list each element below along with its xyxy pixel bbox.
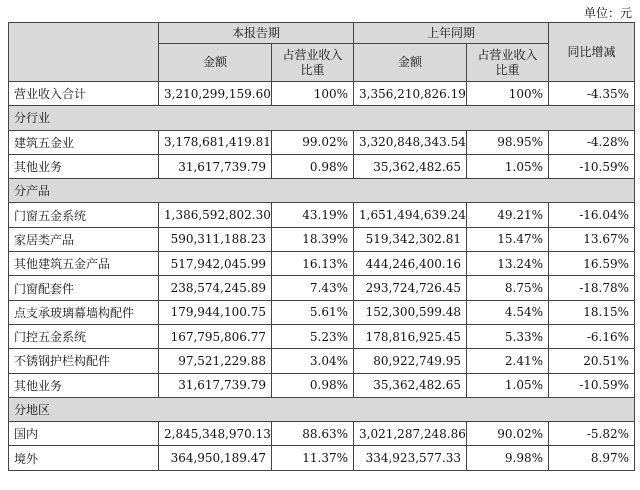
prev-amount: 3,021,287,248.86	[354, 422, 467, 446]
header-blank-cell	[9, 23, 159, 82]
cur-amount: 167,795,806.77	[159, 324, 272, 348]
cur-amount: 3,210,299,159.60	[159, 82, 272, 106]
prev-share: 90.02%	[467, 422, 549, 446]
prev-share: 13.24%	[467, 252, 549, 276]
cur-share: 88.63%	[272, 422, 354, 446]
prev-amount: 334,923,577.33	[354, 446, 467, 470]
prev-share: 9.98%	[467, 446, 549, 470]
header-cur-amount: 金额	[159, 44, 272, 82]
cur-amount: 1,386,592,802.30	[159, 203, 272, 227]
table-row	[9, 349, 635, 373]
yoy-change: -5.82%	[549, 422, 635, 446]
yoy-change: -10.59%	[549, 373, 635, 397]
cur-share: 100%	[272, 82, 354, 106]
cur-amount: 238,574,245.89	[159, 276, 272, 300]
cur-amount: 517,942,045.99	[159, 252, 272, 276]
row-label: 门窗五金系统	[9, 203, 159, 227]
prev-share: 15.47%	[467, 227, 549, 251]
prev-amount: 519,342,302.81	[354, 227, 467, 251]
yoy-change: -16.04%	[549, 203, 635, 227]
table-row	[9, 154, 635, 178]
cur-share: 18.39%	[272, 227, 354, 251]
cur-share: 11.37%	[272, 446, 354, 470]
row-label: 点支承玻璃幕墙构配件	[9, 300, 159, 324]
header-share-line1: 占营业收入	[282, 47, 343, 62]
cur-amount: 2,845,348,970.13	[159, 422, 272, 446]
row-label: 国内	[9, 422, 159, 446]
cur-share: 16.13%	[272, 252, 354, 276]
cur-share: 7.43%	[272, 276, 354, 300]
cur-share: 0.98%	[272, 373, 354, 397]
header-share-line1: 占营业收入	[477, 47, 538, 62]
unit-label: 单位：元	[583, 6, 632, 20]
header-cur-share	[272, 44, 354, 82]
cur-amount: 364,950,189.47	[159, 446, 272, 470]
prev-share: 100%	[467, 82, 549, 106]
row-label: 建筑五金业	[9, 130, 159, 154]
prev-amount: 444,246,400.16	[354, 252, 467, 276]
header-row-1	[9, 23, 635, 44]
cur-amount: 3,178,681,419.81	[159, 130, 272, 154]
row-label: 门窗配套件	[9, 276, 159, 300]
cur-share: 99.02%	[272, 130, 354, 154]
section-header-row	[9, 397, 635, 421]
prev-share: 8.75%	[467, 276, 549, 300]
table-row	[9, 130, 635, 154]
prev-amount: 178,816,925.45	[354, 324, 467, 348]
yoy-change: -18.78%	[549, 276, 635, 300]
prev-amount: 293,724,726.45	[354, 276, 467, 300]
table-row	[9, 227, 635, 251]
row-label: 其他业务	[9, 373, 159, 397]
yoy-change: 20.51%	[549, 349, 635, 373]
prev-amount: 35,362,482.65	[354, 373, 467, 397]
section-title: 分地区	[9, 397, 635, 421]
cur-amount: 179,944,100.75	[159, 300, 272, 324]
yoy-change: 16.59%	[549, 252, 635, 276]
header-prev-amount: 金额	[354, 44, 467, 82]
cur-amount: 97,521,229.88	[159, 349, 272, 373]
prev-amount: 3,356,210,826.19	[354, 82, 467, 106]
cur-amount: 31,617,739.79	[159, 154, 272, 178]
row-label: 其他建筑五金产品	[9, 252, 159, 276]
header-current-period: 本报告期	[159, 23, 354, 44]
prev-share: 98.95%	[467, 130, 549, 154]
yoy-change: -4.35%	[549, 82, 635, 106]
header-prior-period: 上年同期	[354, 23, 549, 44]
prev-amount: 152,300,599.48	[354, 300, 467, 324]
prev-share: 1.05%	[467, 373, 549, 397]
section-title: 分行业	[9, 106, 635, 130]
total-row	[9, 82, 635, 106]
section-header-row	[9, 179, 635, 203]
table-row	[9, 203, 635, 227]
yoy-change: 8.97%	[549, 446, 635, 470]
cur-share: 3.04%	[272, 349, 354, 373]
row-label: 其他业务	[9, 154, 159, 178]
prev-amount: 1,651,494,639.24	[354, 203, 467, 227]
table-row	[9, 446, 635, 470]
revenue-table	[8, 22, 635, 471]
prev-amount: 80,922,749.95	[354, 349, 467, 373]
yoy-change: -10.59%	[549, 154, 635, 178]
yoy-change: 13.67%	[549, 227, 635, 251]
yoy-change: -4.28%	[549, 130, 635, 154]
header-share-line2: 比重	[300, 62, 325, 77]
yoy-change: 18.15%	[549, 300, 635, 324]
table-row	[9, 276, 635, 300]
section-title: 分产品	[9, 179, 635, 203]
cur-amount: 31,617,739.79	[159, 373, 272, 397]
row-label: 境外	[9, 446, 159, 470]
prev-amount: 3,320,848,343.54	[354, 130, 467, 154]
cur-share: 5.61%	[272, 300, 354, 324]
table-row	[9, 252, 635, 276]
table-body	[9, 82, 635, 471]
prev-share: 49.21%	[467, 203, 549, 227]
yoy-change: -6.16%	[549, 324, 635, 348]
cur-share: 43.19%	[272, 203, 354, 227]
table-row	[9, 422, 635, 446]
cur-amount: 590,311,188.23	[159, 227, 272, 251]
prev-share: 4.54%	[467, 300, 549, 324]
header-share-line2: 比重	[495, 62, 520, 77]
row-label: 不锈钢护栏构配件	[9, 349, 159, 373]
header-prev-share	[467, 44, 549, 82]
section-header-row	[9, 106, 635, 130]
prev-share: 5.33%	[467, 324, 549, 348]
row-label: 营业收入合计	[9, 82, 159, 106]
header-yoy: 同比增减	[549, 23, 635, 82]
table-row	[9, 324, 635, 348]
prev-share: 2.41%	[467, 349, 549, 373]
table-row	[9, 373, 635, 397]
table-row	[9, 300, 635, 324]
cur-share: 5.23%	[272, 324, 354, 348]
row-label: 门控五金系统	[9, 324, 159, 348]
row-label: 家居类产品	[9, 227, 159, 251]
prev-share: 1.05%	[467, 154, 549, 178]
prev-amount: 35,362,482.65	[354, 154, 467, 178]
cur-share: 0.98%	[272, 154, 354, 178]
